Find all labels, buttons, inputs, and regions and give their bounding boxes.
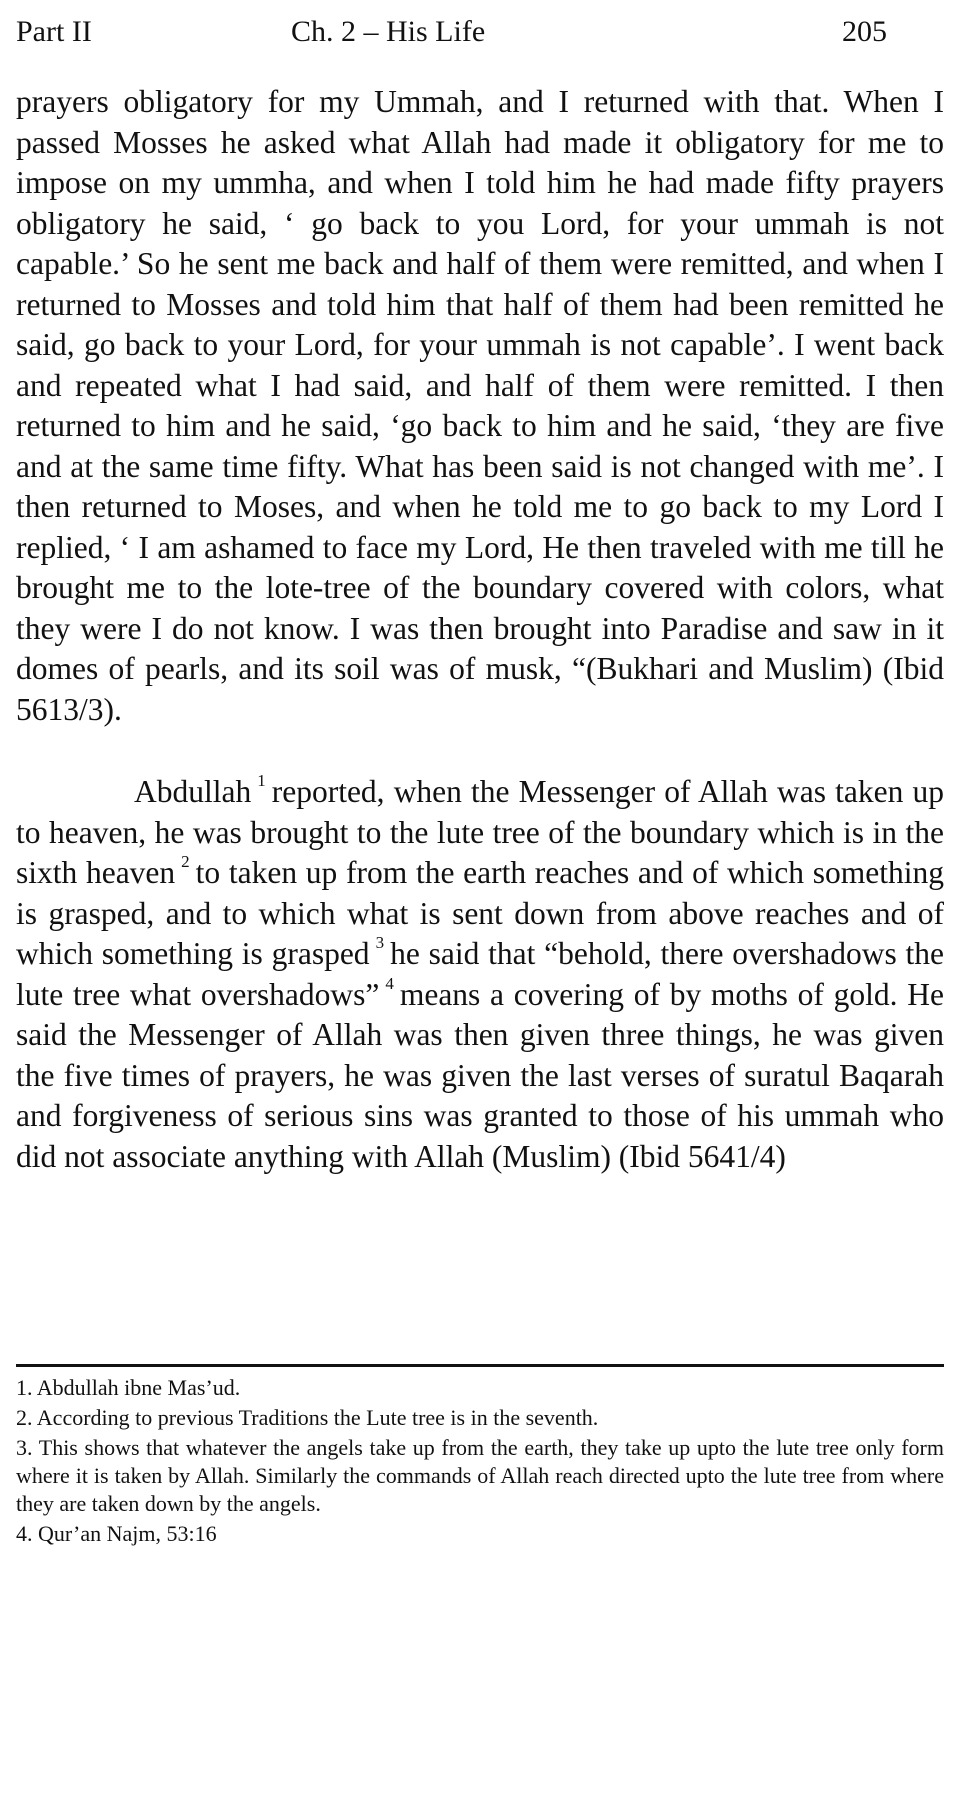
main-text (16, 82, 944, 1177)
footnote-4: 4. Qur’an Najm, 53:16 (16, 1521, 217, 1546)
text-segment: reported, when the Messenger of Allah was taken up to heaven, he was brought to the lute tree of the boundary which is in the sixth heaven (16, 774, 944, 890)
text-segment: he said that “behold, there overshadows the lute tree what overshadows” (16, 936, 944, 1012)
footnote-divider (16, 1364, 944, 1367)
text-segment: Abdullah (134, 774, 252, 809)
footnote-1: 1. Abdullah ibne Mas’ud. (16, 1375, 241, 1400)
header-chapter-title: Ch. 2 – His Life (291, 15, 486, 48)
footnote-ref-1: 1 (257, 771, 266, 790)
footnote-2: 2. According to previous Traditions the Lute tree is in the seventh. (16, 1405, 599, 1430)
paragraph-continued: prayers obligatory for my Ummah, and I returned with that. When I passed Mosses he asked what Allah had made it obligatory for me to impose on my ummha, and when I told him he had made fifty prayers obligatory he said, ‘ go back to you Lord, for your ummah is not capable.’ So he sent me back and half of them were remitted, and when I returned to Mosses and told him that half of them had been remitted he said, go back to your Lord, for your ummah is not capable’. I went back and repeated what I had said, and half of them were remitted. I then returned to him and he said, ‘go back to him and he said, ‘they are five and at the same time fifty. What has been said is not changed with me’. I then returned to Moses, and when he told me to go back to my Lord I replied, ‘ I am ashamed to face my Lord, He then traveled with me till he brought me to the lote-tree of the boundary covered with colors, what they were I do not know. I was then brought into Paradise and saw in it domes of pearls, and its soil was of musk, “(Bukhari and Muslim) (Ibid 5613/3). (16, 84, 944, 727)
paragraph-abdullah-report (16, 772, 944, 1177)
footnotes (16, 1374, 944, 1550)
text-segment: to taken up from the earth reaches and of which something is grasped, and to which what is sent down from above reaches and of which something is grasped (16, 855, 944, 971)
page-number: 205 (842, 15, 887, 48)
running-header (16, 12, 944, 52)
footnote-3: 3. This shows that whatever the angels take up from the earth, they take up upto the lute tree only form where it is taken by Allah. Similarly the commands of Allah reach directed upto the lute tree from where they are taken down by the angels. (16, 1435, 944, 1516)
footnote-ref-3: 3 (375, 933, 385, 952)
header-part: Part II (16, 15, 92, 48)
text-segment: means a covering of by moths of gold. He said the Messenger of Allah was then given three things, he was given the five times of prayers, he was given the last verses of suratul Baqarah and forgiveness of serious sins was granted to those of his ummah who did not associate anything with Allah (Muslim) (Ibid 5641/4) (16, 976, 944, 1174)
footnote-ref-4: 4 (385, 973, 394, 993)
footnote-ref-2: 2 (181, 852, 190, 871)
